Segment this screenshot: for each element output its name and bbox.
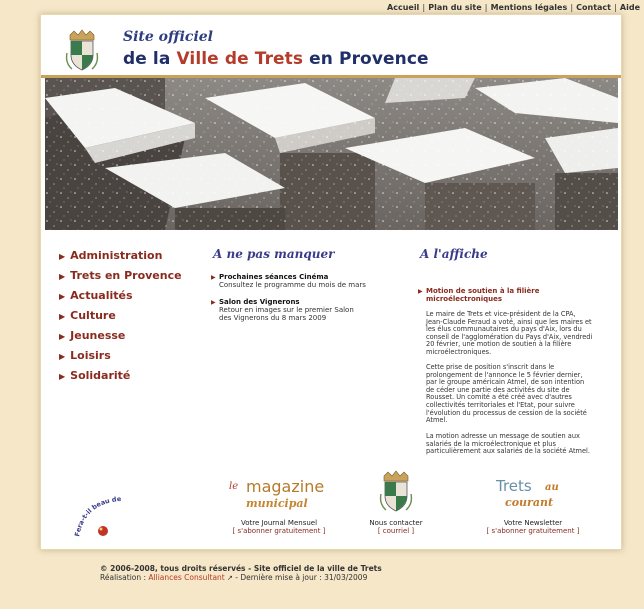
topnav-mentions-legales[interactable]: Mentions légales [490, 3, 568, 12]
topnav-separator: | [484, 3, 488, 12]
newsletter-subscribe-link[interactable]: [ s'abonner gratuitement ] [486, 527, 580, 535]
weather-icon [98, 526, 108, 536]
news-item-cinema[interactable] [211, 273, 387, 289]
affiche-paragraph: La motion adresse un message de soutien aux salariés de la microélectronique et plus particulièrement aux salariés de la société Atmel. [426, 432, 590, 456]
newsletter-logo-au: au [545, 482, 559, 493]
newsletter-label: Votre Newsletter [503, 519, 563, 527]
arrow-right-icon: ▶ [59, 372, 66, 381]
arrow-right-icon: ▶ [59, 312, 66, 321]
magazine-logo-word: magazine [246, 477, 325, 496]
site-title-prefix: de la [123, 49, 177, 69]
magazine-subscribe-link[interactable]: [ s'abonner gratuitement ] [232, 527, 326, 535]
topnav-plan-du-site[interactable]: Plan du site [428, 3, 482, 12]
magazine-label: Votre Journal Mensuel [240, 519, 318, 527]
svg-text:Fera-t-il beau demain ? [71, 493, 122, 537]
topnav-aide[interactable]: Aide [619, 3, 640, 12]
news-item-title: Salon des Vignerons [219, 298, 300, 306]
site-title[interactable] [123, 49, 429, 69]
realisation-label: Réalisation : [100, 573, 149, 582]
topnav-separator: | [613, 3, 617, 12]
arrow-right-icon: ▶ [59, 332, 66, 341]
magazine-logo-municipal: municipal [246, 497, 308, 510]
sidebar-item-label: Administration [70, 249, 163, 262]
sidebar-item-loisirs[interactable] [59, 349, 182, 362]
topnav-contact[interactable]: Contact [576, 3, 611, 12]
affiche-paragraph: Cette prise de position s'inscrit dans le prolongement de l'annonce le 5 février dernier, par le groupe américain Atmel, de son intention de céder une partie des activités du site de Rousset. Un comité a été créé avec d'autres collectivités territoriales et l'Etat, pour suivre l'évolution du processus de cession de la société Atmel. [426, 363, 587, 425]
sidebar-item-label: Solidarité [70, 369, 131, 382]
column-title: A ne pas manquer [213, 247, 335, 261]
arrow-right-icon: ▶ [59, 252, 66, 261]
sidebar-item-jeunesse[interactable] [59, 329, 182, 342]
arrow-right-icon: ▶ [211, 299, 216, 306]
sidebar-item-administration[interactable] [59, 249, 182, 262]
weather-widget[interactable] [71, 493, 131, 543]
news-item-desc: Retour en images sur le premier Salon des Vignerons du 8 mars 2009 [219, 306, 354, 322]
site-subtitle: Site officiel [123, 29, 213, 45]
arrow-right-icon: ▶ [211, 274, 216, 281]
sidebar-item-trets-en-provence[interactable] [59, 269, 182, 282]
sidebar-item-label: Trets en Provence [70, 269, 182, 282]
topnav-separator: | [570, 3, 574, 12]
newsletter-logo[interactable] [493, 477, 573, 517]
top-navigation [387, 3, 640, 12]
sidebar-menu [59, 249, 182, 389]
news-item-salon-vignerons[interactable] [211, 298, 359, 322]
site-title-accent: Ville de Trets [176, 49, 304, 69]
news-item-title: Prochaines séances Cinéma [219, 273, 329, 281]
magazine-logo-le: le [229, 481, 239, 492]
sidebar-item-actualites[interactable] [59, 289, 182, 302]
page-frame [40, 14, 622, 550]
site-header [41, 15, 621, 77]
banner-photo [45, 78, 618, 230]
sidebar-item-label: Actualités [70, 289, 133, 302]
arrow-right-icon: ▶ [59, 292, 66, 301]
coat-of-arms-logo[interactable] [64, 29, 100, 73]
realisation-link[interactable]: Alliances Consultant [148, 573, 225, 582]
contact-label: Nous contacter [369, 519, 423, 527]
newsletter-block [473, 519, 593, 535]
affiche-item-title[interactable]: Motion de soutien à la filière microélectroniques [426, 287, 540, 303]
topnav-accueil[interactable]: Accueil [387, 3, 420, 12]
external-link-icon: ↗ [224, 574, 233, 582]
copyright-footer [100, 564, 382, 583]
magazine-block [219, 519, 339, 535]
sidebar-item-label: Loisirs [70, 349, 111, 362]
arrow-right-icon: ▶ [59, 272, 66, 281]
topnav-separator: | [422, 3, 426, 12]
coat-of-arms-icon[interactable] [378, 470, 414, 514]
column-title: A l'affiche [420, 247, 488, 261]
contact-email-link[interactable]: [ courriel ] [377, 527, 415, 535]
newsletter-logo-trets: Trets [496, 477, 532, 495]
sidebar-item-label: Culture [70, 309, 116, 322]
news-item-desc: Consultez le programme du mois de mars [219, 281, 366, 289]
site-title-suffix: en Provence [303, 49, 429, 69]
affiche-paragraph: Le maire de Trets et vice-président de la CPA, Jean-Claude Feraud a voté, ainsi que les maires et les élus communautaires du pays d'Aix, lors du conseil de l'agglomération du Pays d'Aix, vendredi 20 février, une motion de soutien à la filière microélectroniques. [426, 310, 593, 356]
sidebar-item-label: Jeunesse [70, 329, 126, 342]
credits-line [100, 573, 382, 583]
arrow-right-icon: ▶ [59, 352, 66, 361]
weather-widget-label: Fera-t-il beau de [73, 494, 122, 538]
last-update: - Dernière mise à jour : 31/03/2009 [232, 573, 368, 582]
copyright-line: © 2006-2008, tous droits réservés - Site officiel de la ville de Trets [100, 564, 382, 573]
sidebar-item-solidarite[interactable] [59, 369, 182, 382]
contact-block [356, 519, 436, 535]
magazine-logo[interactable] [226, 477, 326, 519]
sidebar-item-culture[interactable] [59, 309, 182, 322]
arrow-right-icon: ▶ [418, 288, 423, 295]
newsletter-logo-courant: courant [505, 496, 554, 509]
